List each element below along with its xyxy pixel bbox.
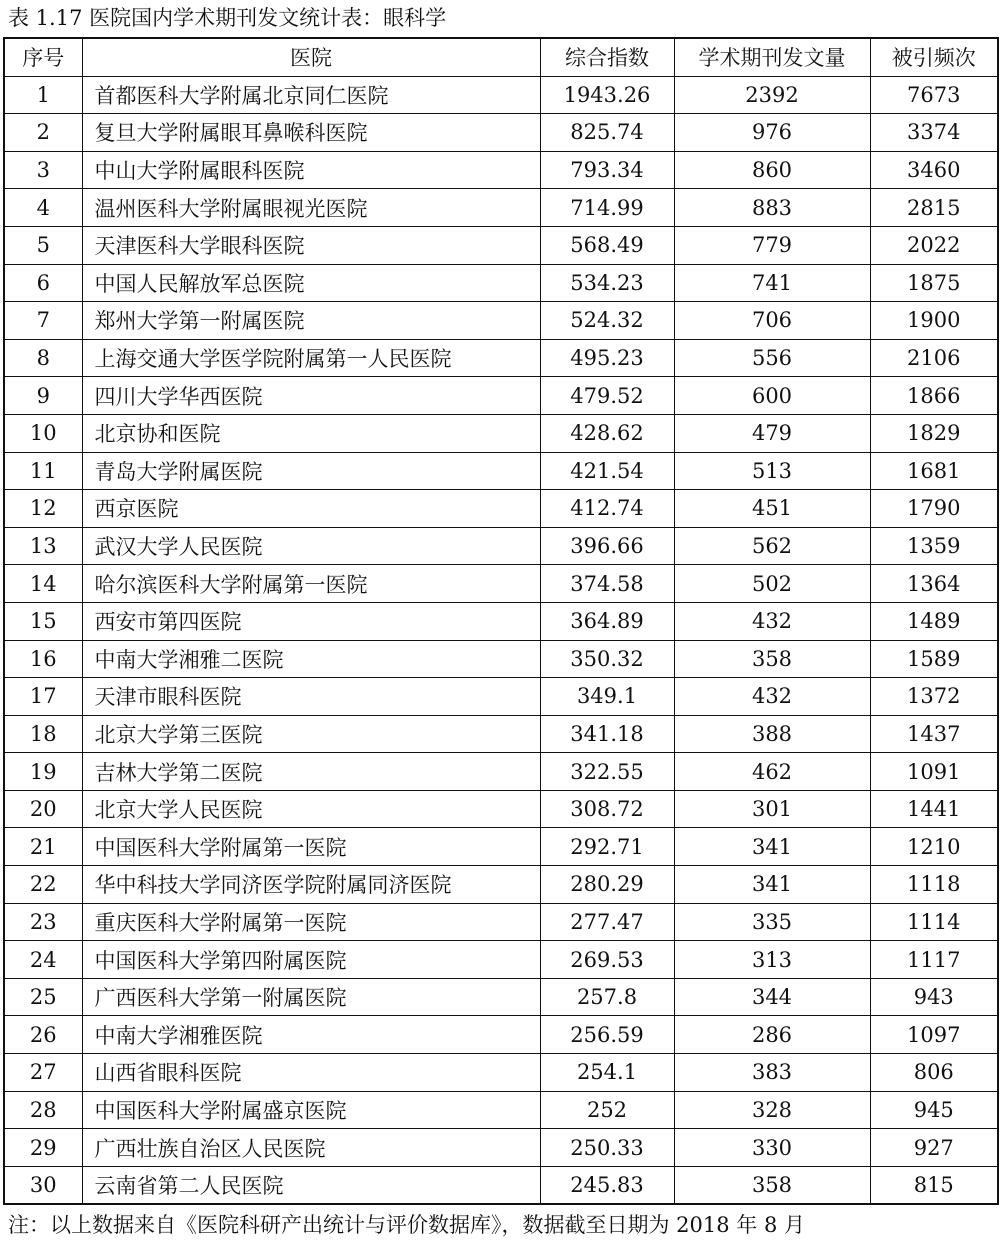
- citation-count-cell: 1210: [870, 828, 998, 866]
- table-row: [4, 527, 998, 565]
- citation-count-cell: 945: [870, 1091, 998, 1129]
- citation-count-cell: 1117: [870, 941, 998, 979]
- composite-index-cell: 341.18: [540, 715, 674, 753]
- citation-count-cell: 1589: [870, 640, 998, 678]
- rank-cell: 14: [4, 565, 82, 603]
- rank-cell: 1: [4, 76, 82, 114]
- hospital-name-cell: 复旦大学附属眼耳鼻喉科医院: [82, 114, 540, 152]
- publication-count-cell: 330: [674, 1129, 870, 1167]
- rank-cell: 30: [4, 1166, 82, 1204]
- hospital-name-cell: 西安市第四医院: [82, 602, 540, 640]
- citation-count-cell: 1441: [870, 790, 998, 828]
- citation-count-cell: 2022: [870, 226, 998, 264]
- hospital-name-cell: 北京大学第三医院: [82, 715, 540, 753]
- table-row: [4, 114, 998, 152]
- rank-cell: 24: [4, 941, 82, 979]
- citation-count-cell: 815: [870, 1166, 998, 1204]
- hospital-statistics-table: [3, 37, 999, 1205]
- table-row: [4, 978, 998, 1016]
- citation-count-cell: 2815: [870, 189, 998, 227]
- composite-index-cell: 534.23: [540, 264, 674, 302]
- publication-count-cell: 301: [674, 790, 870, 828]
- citation-count-cell: 1489: [870, 602, 998, 640]
- citation-count-cell: 1118: [870, 866, 998, 904]
- publication-count-cell: 328: [674, 1091, 870, 1129]
- citation-count-cell: 3460: [870, 151, 998, 189]
- hospital-name-cell: 哈尔滨医科大学附属第一医院: [82, 565, 540, 603]
- table-row: [4, 903, 998, 941]
- table-row: [4, 866, 998, 904]
- citation-count-cell: 943: [870, 978, 998, 1016]
- rank-cell: 5: [4, 226, 82, 264]
- hospital-name-cell: 中国医科大学附属盛京医院: [82, 1091, 540, 1129]
- hospital-name-cell: 广西壮族自治区人民医院: [82, 1129, 540, 1167]
- publication-count-cell: 341: [674, 828, 870, 866]
- table-row: [4, 377, 998, 415]
- rank-cell: 6: [4, 264, 82, 302]
- composite-index-cell: 524.32: [540, 302, 674, 340]
- table-row: [4, 565, 998, 603]
- rank-cell: 22: [4, 866, 82, 904]
- publication-count-cell: 358: [674, 640, 870, 678]
- table-row: [4, 602, 998, 640]
- column-header-citation-count: 被引频次: [870, 38, 998, 76]
- citation-count-cell: 1866: [870, 377, 998, 415]
- table-row: [4, 1091, 998, 1129]
- rank-cell: 19: [4, 753, 82, 791]
- rank-cell: 2: [4, 114, 82, 152]
- publication-count-cell: 502: [674, 565, 870, 603]
- hospital-name-cell: 云南省第二人民医院: [82, 1166, 540, 1204]
- hospital-name-cell: 武汉大学人民医院: [82, 527, 540, 565]
- publication-count-cell: 860: [674, 151, 870, 189]
- publication-count-cell: 2392: [674, 76, 870, 114]
- citation-count-cell: 1364: [870, 565, 998, 603]
- hospital-name-cell: 天津医科大学眼科医院: [82, 226, 540, 264]
- citation-count-cell: 806: [870, 1054, 998, 1092]
- composite-index-cell: 277.47: [540, 903, 674, 941]
- hospital-name-cell: 吉林大学第二医院: [82, 753, 540, 791]
- table-row: [4, 1129, 998, 1167]
- publication-count-cell: 358: [674, 1166, 870, 1204]
- hospital-name-cell: 中南大学湘雅二医院: [82, 640, 540, 678]
- composite-index-cell: 421.54: [540, 452, 674, 490]
- rank-cell: 12: [4, 490, 82, 528]
- citation-count-cell: 3374: [870, 114, 998, 152]
- publication-count-cell: 883: [674, 189, 870, 227]
- table-row: [4, 490, 998, 528]
- publication-count-cell: 556: [674, 339, 870, 377]
- hospital-name-cell: 温州医科大学附属眼视光医院: [82, 189, 540, 227]
- rank-cell: 26: [4, 1016, 82, 1054]
- table-row: [4, 151, 998, 189]
- rank-cell: 9: [4, 377, 82, 415]
- rank-cell: 15: [4, 602, 82, 640]
- table-row: [4, 264, 998, 302]
- hospital-name-cell: 四川大学华西医院: [82, 377, 540, 415]
- citation-count-cell: 2106: [870, 339, 998, 377]
- publication-count-cell: 432: [674, 602, 870, 640]
- table-row: [4, 1016, 998, 1054]
- publication-count-cell: 383: [674, 1054, 870, 1092]
- citation-count-cell: 1372: [870, 678, 998, 716]
- hospital-name-cell: 山西省眼科医院: [82, 1054, 540, 1092]
- composite-index-cell: 793.34: [540, 151, 674, 189]
- table-row: [4, 715, 998, 753]
- composite-index-cell: 269.53: [540, 941, 674, 979]
- table-footnote: 注：以上数据来自《医院科研产出统计与评价数据库》，数据截至日期为 2018 年 8 月: [8, 1213, 806, 1237]
- table-row: [4, 640, 998, 678]
- publication-count-cell: 344: [674, 978, 870, 1016]
- composite-index-cell: 308.72: [540, 790, 674, 828]
- composite-index-cell: 245.83: [540, 1166, 674, 1204]
- hospital-name-cell: 广西医科大学第一附属医院: [82, 978, 540, 1016]
- table-row: [4, 339, 998, 377]
- citation-count-cell: 1114: [870, 903, 998, 941]
- hospital-name-cell: 中国医科大学附属第一医院: [82, 828, 540, 866]
- publication-count-cell: 341: [674, 866, 870, 904]
- rank-cell: 17: [4, 678, 82, 716]
- hospital-name-cell: 西京医院: [82, 490, 540, 528]
- composite-index-cell: 250.33: [540, 1129, 674, 1167]
- column-header-composite-index: 综合指数: [540, 38, 674, 76]
- table-caption: 表 1.17 医院国内学术期刊发文统计表：眼科学: [8, 6, 447, 30]
- composite-index-cell: 252: [540, 1091, 674, 1129]
- rank-cell: 27: [4, 1054, 82, 1092]
- table-row: [4, 790, 998, 828]
- rank-cell: 28: [4, 1091, 82, 1129]
- rank-cell: 20: [4, 790, 82, 828]
- composite-index-cell: 1943.26: [540, 76, 674, 114]
- column-header-rank: 序号: [4, 38, 82, 76]
- composite-index-cell: 364.89: [540, 602, 674, 640]
- composite-index-cell: 479.52: [540, 377, 674, 415]
- column-header-hospital: 医院: [82, 38, 540, 76]
- publication-count-cell: 600: [674, 377, 870, 415]
- composite-index-cell: 714.99: [540, 189, 674, 227]
- citation-count-cell: 7673: [870, 76, 998, 114]
- rank-cell: 13: [4, 527, 82, 565]
- rank-cell: 7: [4, 302, 82, 340]
- composite-index-cell: 374.58: [540, 565, 674, 603]
- rank-cell: 25: [4, 978, 82, 1016]
- rank-cell: 4: [4, 189, 82, 227]
- composite-index-cell: 256.59: [540, 1016, 674, 1054]
- rank-cell: 8: [4, 339, 82, 377]
- citation-count-cell: 1681: [870, 452, 998, 490]
- publication-count-cell: 562: [674, 527, 870, 565]
- table-body: [4, 76, 998, 1204]
- publication-count-cell: 313: [674, 941, 870, 979]
- rank-cell: 21: [4, 828, 82, 866]
- publication-count-cell: 335: [674, 903, 870, 941]
- rank-cell: 3: [4, 151, 82, 189]
- composite-index-cell: 257.8: [540, 978, 674, 1016]
- rank-cell: 11: [4, 452, 82, 490]
- composite-index-cell: 568.49: [540, 226, 674, 264]
- citation-count-cell: 1790: [870, 490, 998, 528]
- composite-index-cell: 428.62: [540, 414, 674, 452]
- table-row: [4, 753, 998, 791]
- citation-count-cell: 1097: [870, 1016, 998, 1054]
- composite-index-cell: 349.1: [540, 678, 674, 716]
- hospital-name-cell: 首都医科大学附属北京同仁医院: [82, 76, 540, 114]
- citation-count-cell: 1875: [870, 264, 998, 302]
- hospital-name-cell: 北京大学人民医院: [82, 790, 540, 828]
- publication-count-cell: 479: [674, 414, 870, 452]
- table-row: [4, 226, 998, 264]
- hospital-name-cell: 重庆医科大学附属第一医院: [82, 903, 540, 941]
- hospital-name-cell: 北京协和医院: [82, 414, 540, 452]
- citation-count-cell: 1829: [870, 414, 998, 452]
- composite-index-cell: 825.74: [540, 114, 674, 152]
- table-row: [4, 414, 998, 452]
- table-row: [4, 678, 998, 716]
- citation-count-cell: 927: [870, 1129, 998, 1167]
- table-row: [4, 828, 998, 866]
- table-row: [4, 1054, 998, 1092]
- rank-cell: 23: [4, 903, 82, 941]
- publication-count-cell: 432: [674, 678, 870, 716]
- rank-cell: 10: [4, 414, 82, 452]
- hospital-name-cell: 中南大学湘雅医院: [82, 1016, 540, 1054]
- hospital-name-cell: 华中科技大学同济医学院附属同济医院: [82, 866, 540, 904]
- composite-index-cell: 280.29: [540, 866, 674, 904]
- table-row: [4, 1166, 998, 1204]
- column-header-publication-count: 学术期刊发文量: [674, 38, 870, 76]
- table-row: [4, 189, 998, 227]
- hospital-name-cell: 上海交通大学医学院附属第一人民医院: [82, 339, 540, 377]
- composite-index-cell: 292.71: [540, 828, 674, 866]
- hospital-name-cell: 中国人民解放军总医院: [82, 264, 540, 302]
- hospital-name-cell: 中山大学附属眼科医院: [82, 151, 540, 189]
- citation-count-cell: 1900: [870, 302, 998, 340]
- publication-count-cell: 513: [674, 452, 870, 490]
- citation-count-cell: 1437: [870, 715, 998, 753]
- composite-index-cell: 350.32: [540, 640, 674, 678]
- publication-count-cell: 706: [674, 302, 870, 340]
- composite-index-cell: 322.55: [540, 753, 674, 791]
- hospital-name-cell: 青岛大学附属医院: [82, 452, 540, 490]
- hospital-name-cell: 郑州大学第一附属医院: [82, 302, 540, 340]
- hospital-name-cell: 天津市眼科医院: [82, 678, 540, 716]
- table-row: [4, 76, 998, 114]
- table-row: [4, 452, 998, 490]
- rank-cell: 18: [4, 715, 82, 753]
- publication-count-cell: 388: [674, 715, 870, 753]
- citation-count-cell: 1091: [870, 753, 998, 791]
- rank-cell: 29: [4, 1129, 82, 1167]
- table-row: [4, 302, 998, 340]
- composite-index-cell: 495.23: [540, 339, 674, 377]
- composite-index-cell: 254.1: [540, 1054, 674, 1092]
- composite-index-cell: 412.74: [540, 490, 674, 528]
- publication-count-cell: 779: [674, 226, 870, 264]
- publication-count-cell: 462: [674, 753, 870, 791]
- publication-count-cell: 976: [674, 114, 870, 152]
- hospital-name-cell: 中国医科大学第四附属医院: [82, 941, 540, 979]
- composite-index-cell: 396.66: [540, 527, 674, 565]
- citation-count-cell: 1359: [870, 527, 998, 565]
- table-row: [4, 941, 998, 979]
- rank-cell: 16: [4, 640, 82, 678]
- publication-count-cell: 451: [674, 490, 870, 528]
- publication-count-cell: 741: [674, 264, 870, 302]
- publication-count-cell: 286: [674, 1016, 870, 1054]
- table-header-row: [4, 38, 998, 76]
